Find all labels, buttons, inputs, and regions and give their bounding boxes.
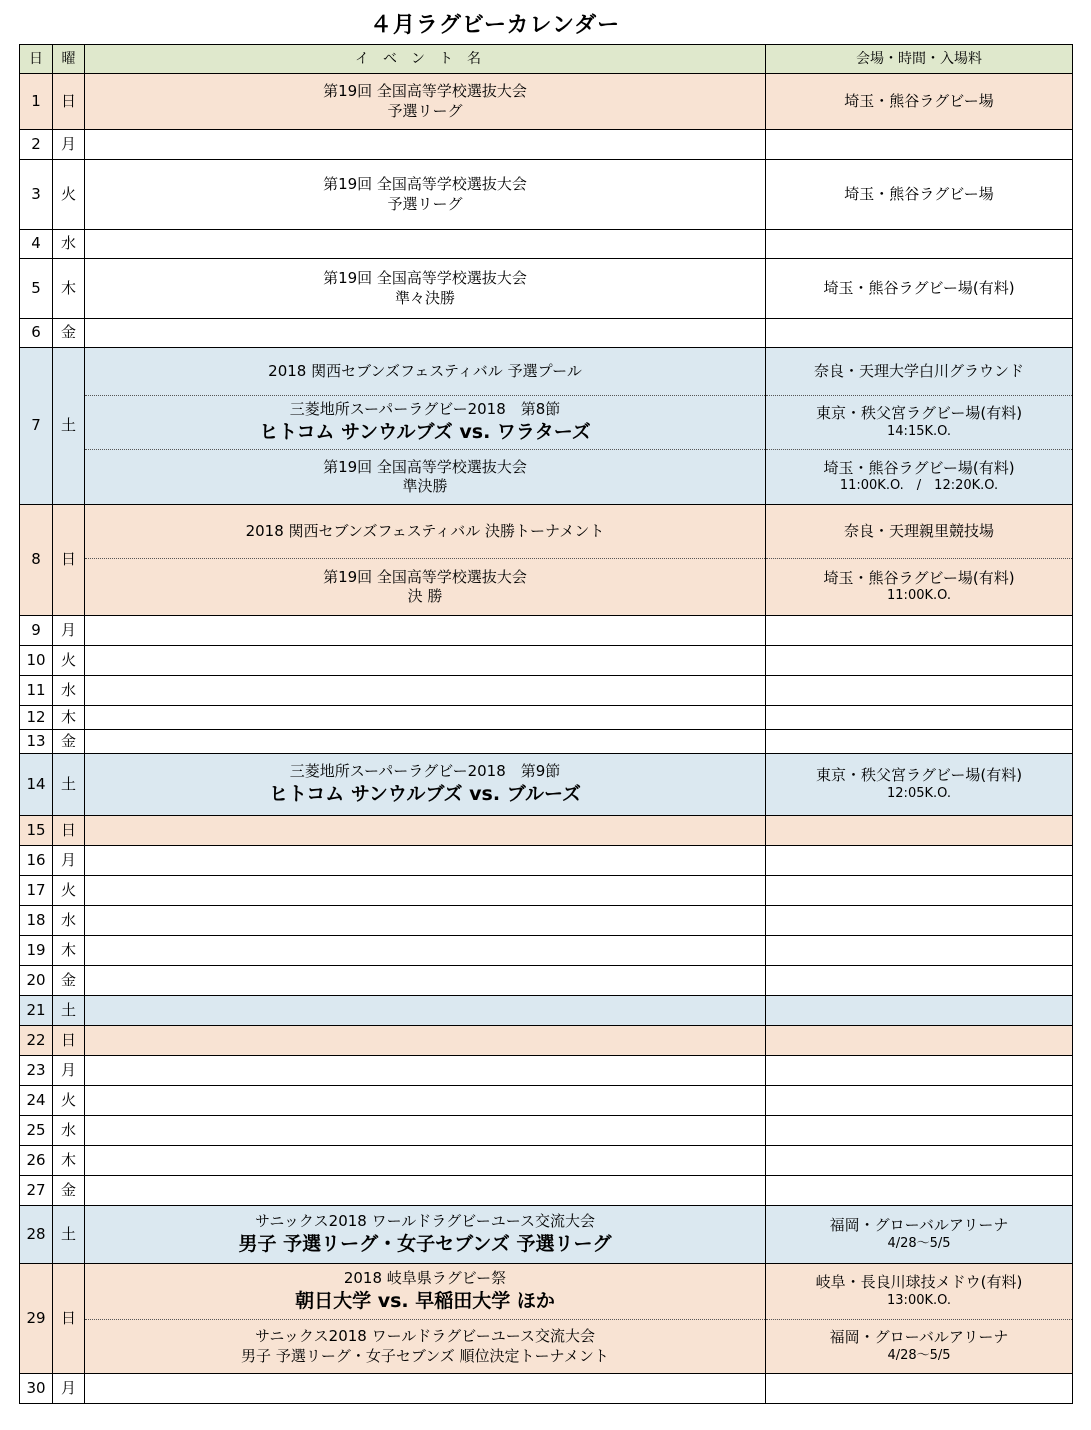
- day-of-week: 金: [53, 966, 85, 996]
- kickoff-time: 11:00K.O.: [887, 588, 951, 604]
- venue-cell: [766, 846, 1073, 876]
- day-of-week: 水: [53, 230, 85, 259]
- calendar-row: [20, 230, 1073, 259]
- day-of-week: 日: [53, 816, 85, 846]
- venue-name: 東京・秩父宮ラグビー場(有料): [815, 766, 1023, 785]
- venue-cell: [766, 1264, 1073, 1320]
- venue-cell: [766, 1116, 1073, 1146]
- header-day: 日: [20, 45, 53, 74]
- event-title: 2018 関西セブンズフェスティバル 予選プール: [268, 361, 582, 380]
- venue-cell: [766, 936, 1073, 966]
- venue-name: 福岡・グローバルアリーナ: [829, 1328, 1009, 1347]
- event-cell: [85, 396, 766, 450]
- day-number: 13: [20, 730, 53, 754]
- event-title: 三菱地所スーパーラグビー2018 第8節: [289, 400, 561, 419]
- venue-cell: [766, 259, 1073, 319]
- venue-cell: [766, 676, 1073, 706]
- event-cell: [85, 1026, 766, 1056]
- calendar-row: [20, 1146, 1073, 1176]
- event-title: 第19回 全国高等学校選抜大会: [323, 269, 527, 287]
- venue-name: 埼玉・熊谷ラグビー場(有料): [823, 278, 1015, 297]
- day-number: 9: [20, 616, 53, 646]
- day-number: 20: [20, 966, 53, 996]
- event-detail: 準々決勝: [394, 288, 455, 307]
- venue-cell: [766, 966, 1073, 996]
- day-number: 4: [20, 230, 53, 259]
- day-number: 30: [20, 1374, 53, 1404]
- event-cell: [85, 319, 766, 348]
- calendar-row: [20, 348, 1073, 396]
- day-of-week: 火: [53, 646, 85, 676]
- event-cell: [85, 130, 766, 160]
- day-of-week: 水: [53, 1116, 85, 1146]
- calendar-row: [20, 646, 1073, 676]
- calendar-row: [20, 906, 1073, 936]
- event-cell: [85, 996, 766, 1026]
- venue-cell: [766, 1086, 1073, 1116]
- venue-name: 埼玉・熊谷ラグビー場: [844, 91, 994, 110]
- calendar-row: [20, 1374, 1073, 1404]
- event-cell: [85, 1374, 766, 1404]
- day-of-week: 土: [53, 348, 85, 505]
- calendar-row: [20, 396, 1073, 450]
- day-number: 1: [20, 74, 53, 130]
- event-title: 2018 関西セブンズフェスティバル 決勝トーナメント: [245, 521, 605, 540]
- day-of-week: 金: [53, 1176, 85, 1206]
- event-cell: [85, 1116, 766, 1146]
- event-cell: [85, 754, 766, 816]
- event-detail: ヒトコム サンウルブズ vs. ワラターズ: [259, 420, 591, 443]
- day-of-week: 月: [53, 616, 85, 646]
- calendar-row: [20, 1176, 1073, 1206]
- venue-cell: [766, 348, 1073, 396]
- venue-cell: [766, 1206, 1073, 1264]
- day-of-week: 日: [53, 1026, 85, 1056]
- calendar-row: [20, 319, 1073, 348]
- day-of-week: 月: [53, 130, 85, 160]
- kickoff-time: 13:00K.O.: [887, 1292, 951, 1308]
- event-cell: [85, 230, 766, 259]
- day-of-week: 水: [53, 906, 85, 936]
- page-title: ４月ラグビーカレンダー: [369, 13, 621, 38]
- venue-cell: [766, 754, 1073, 816]
- event-cell: [85, 1176, 766, 1206]
- day-number: 3: [20, 160, 53, 230]
- event-detail: 男子 予選リーグ・女子セブンズ 順位決定トーナメント: [241, 1346, 609, 1365]
- day-number: 18: [20, 906, 53, 936]
- venue-cell: [766, 646, 1073, 676]
- venue-cell: [766, 816, 1073, 846]
- event-title: 三菱地所スーパーラグビー2018 第9節: [289, 762, 561, 781]
- event-cell: [85, 730, 766, 754]
- event-title: 第19回 全国高等学校選抜大会: [323, 457, 527, 476]
- venue-cell: [766, 1320, 1073, 1374]
- event-cell: [85, 906, 766, 936]
- event-cell: [85, 676, 766, 706]
- event-title: 2018 岐阜県ラグビー祭: [343, 1269, 507, 1288]
- kickoff-time: 4/28～5/5: [887, 1347, 951, 1363]
- venue-cell: [766, 130, 1073, 160]
- day-number: 25: [20, 1116, 53, 1146]
- day-of-week: 日: [53, 74, 85, 130]
- day-of-week: 火: [53, 876, 85, 906]
- calendar-row: [20, 259, 1073, 319]
- calendar-row: [20, 1116, 1073, 1146]
- event-detail: 朝日大学 vs. 早稲田大学 ほか: [295, 1289, 555, 1312]
- calendar-table: [19, 44, 1073, 1404]
- event-cell: [85, 259, 766, 319]
- venue-name: 奈良・天理大学白川グラウンド: [813, 361, 1024, 380]
- day-number: 29: [20, 1264, 53, 1374]
- day-of-week: 金: [53, 319, 85, 348]
- event-cell: [85, 1056, 766, 1086]
- day-number: 23: [20, 1056, 53, 1086]
- day-number: 2: [20, 130, 53, 160]
- day-of-week: 土: [53, 996, 85, 1026]
- event-cell: [85, 348, 766, 396]
- calendar-row: [20, 1320, 1073, 1374]
- venue-cell: [766, 230, 1073, 259]
- event-title: 第19回 全国高等学校選抜大会: [323, 82, 527, 100]
- event-cell: [85, 936, 766, 966]
- calendar-row: [20, 730, 1073, 754]
- calendar-row: [20, 1056, 1073, 1086]
- venue-cell: [766, 876, 1073, 906]
- calendar-row: [20, 966, 1073, 996]
- event-cell: [85, 706, 766, 730]
- event-cell: [85, 876, 766, 906]
- day-number: 26: [20, 1146, 53, 1176]
- day-number: 27: [20, 1176, 53, 1206]
- calendar-row: [20, 754, 1073, 816]
- event-cell: [85, 74, 766, 130]
- calendar-row: [20, 676, 1073, 706]
- calendar-row: [20, 160, 1073, 230]
- day-number: 24: [20, 1086, 53, 1116]
- day-number: 10: [20, 646, 53, 676]
- event-cell: [85, 616, 766, 646]
- day-of-week: 火: [53, 1086, 85, 1116]
- event-detail: 準決勝: [402, 477, 448, 495]
- calendar-row: [20, 996, 1073, 1026]
- venue-name: 埼玉・熊谷ラグビー場: [844, 184, 994, 203]
- event-cell: [85, 160, 766, 230]
- calendar-row: [20, 876, 1073, 906]
- calendar-row: [20, 1026, 1073, 1056]
- event-cell: [85, 1320, 766, 1374]
- event-cell: [85, 816, 766, 846]
- venue-cell: [766, 996, 1073, 1026]
- header-dow: 曜: [53, 45, 85, 74]
- day-of-week: 土: [53, 754, 85, 816]
- day-number: 16: [20, 846, 53, 876]
- event-detail: ヒトコム サンウルブズ vs. ブルーズ: [268, 782, 581, 805]
- calendar-row: [20, 1264, 1073, 1320]
- venue-cell: [766, 319, 1073, 348]
- venue-cell: [766, 1146, 1073, 1176]
- event-cell: [85, 1264, 766, 1320]
- venue-name: 岐阜・長良川球技メドウ(有料): [815, 1273, 1023, 1292]
- day-number: 28: [20, 1206, 53, 1264]
- venue-name: 埼玉・熊谷ラグビー場(有料): [823, 458, 1015, 477]
- kickoff-time: 11:00K.O. / 12:20K.O.: [839, 478, 999, 494]
- kickoff-time: 12:05K.O.: [887, 785, 951, 801]
- kickoff-time: 14:15K.O.: [887, 423, 951, 439]
- event-cell: [85, 450, 766, 505]
- day-of-week: 月: [53, 1374, 85, 1404]
- day-number: 22: [20, 1026, 53, 1056]
- day-number: 8: [20, 505, 53, 616]
- venue-cell: [766, 730, 1073, 754]
- day-number: 7: [20, 348, 53, 505]
- venue-cell: [766, 74, 1073, 130]
- day-of-week: 月: [53, 846, 85, 876]
- event-title: サニックス2018 ワールドラグビーユース交流大会: [255, 1212, 595, 1231]
- event-cell: [85, 846, 766, 876]
- event-cell: [85, 1206, 766, 1264]
- event-detail: 決 勝: [407, 587, 443, 605]
- venue-name: 東京・秩父宮ラグビー場(有料): [815, 404, 1023, 423]
- day-of-week: 月: [53, 1056, 85, 1086]
- day-of-week: 木: [53, 936, 85, 966]
- event-cell: [85, 646, 766, 676]
- day-of-week: 木: [53, 259, 85, 319]
- day-number: 6: [20, 319, 53, 348]
- day-of-week: 日: [53, 505, 85, 616]
- event-detail: 予選リーグ: [387, 101, 463, 120]
- day-number: 19: [20, 936, 53, 966]
- venue-cell: [766, 396, 1073, 450]
- calendar-row: [20, 816, 1073, 846]
- calendar-row: [20, 505, 1073, 559]
- venue-cell: [766, 505, 1073, 559]
- day-number: 12: [20, 706, 53, 730]
- calendar-row: [20, 936, 1073, 966]
- event-cell: [85, 505, 766, 559]
- calendar-body: [20, 45, 1073, 1404]
- day-of-week: 日: [53, 1264, 85, 1374]
- day-of-week: 火: [53, 160, 85, 230]
- venue-cell: [766, 1056, 1073, 1086]
- venue-cell: [766, 706, 1073, 730]
- venue-cell: [766, 450, 1073, 505]
- calendar-row: [20, 1206, 1073, 1264]
- venue-cell: [766, 559, 1073, 616]
- venue-cell: [766, 1176, 1073, 1206]
- calendar-row: [20, 74, 1073, 130]
- day-number: 14: [20, 754, 53, 816]
- calendar-row: [20, 450, 1073, 505]
- event-cell: [85, 559, 766, 616]
- venue-name: 埼玉・熊谷ラグビー場(有料): [823, 568, 1015, 587]
- venue-cell: [766, 1374, 1073, 1404]
- event-cell: [85, 966, 766, 996]
- venue-name: 奈良・天理親里競技場: [843, 521, 994, 540]
- day-of-week: 木: [53, 1146, 85, 1176]
- event-cell: [85, 1086, 766, 1116]
- calendar-row: [20, 1086, 1073, 1116]
- day-of-week: 木: [53, 706, 85, 730]
- venue-name: 福岡・グローバルアリーナ: [829, 1216, 1009, 1235]
- calendar-row: [20, 616, 1073, 646]
- calendar-row: [20, 846, 1073, 876]
- header-venue: 会場・時間・入場料: [766, 45, 1073, 74]
- day-number: 5: [20, 259, 53, 319]
- calendar-row: [20, 706, 1073, 730]
- event-title: 第19回 全国高等学校選抜大会: [323, 567, 527, 586]
- event-detail: 男子 予選リーグ・女子セブンズ 予選リーグ: [238, 1232, 612, 1255]
- calendar-row: [20, 130, 1073, 160]
- day-of-week: 土: [53, 1206, 85, 1264]
- venue-cell: [766, 1026, 1073, 1056]
- venue-cell: [766, 616, 1073, 646]
- calendar-row: [20, 559, 1073, 616]
- event-cell: [85, 1146, 766, 1176]
- kickoff-time: 4/28～5/5: [887, 1235, 951, 1251]
- day-number: 15: [20, 816, 53, 846]
- day-number: 21: [20, 996, 53, 1026]
- header-row: [20, 45, 1073, 74]
- day-of-week: 金: [53, 730, 85, 754]
- event-detail: 予選リーグ: [387, 194, 463, 213]
- day-of-week: 水: [53, 676, 85, 706]
- day-number: 11: [20, 676, 53, 706]
- day-number: 17: [20, 876, 53, 906]
- event-title: サニックス2018 ワールドラグビーユース交流大会: [255, 1327, 595, 1345]
- venue-cell: [766, 906, 1073, 936]
- venue-cell: [766, 160, 1073, 230]
- event-title: 第19回 全国高等学校選抜大会: [323, 175, 527, 193]
- header-event: イベント名: [85, 45, 766, 74]
